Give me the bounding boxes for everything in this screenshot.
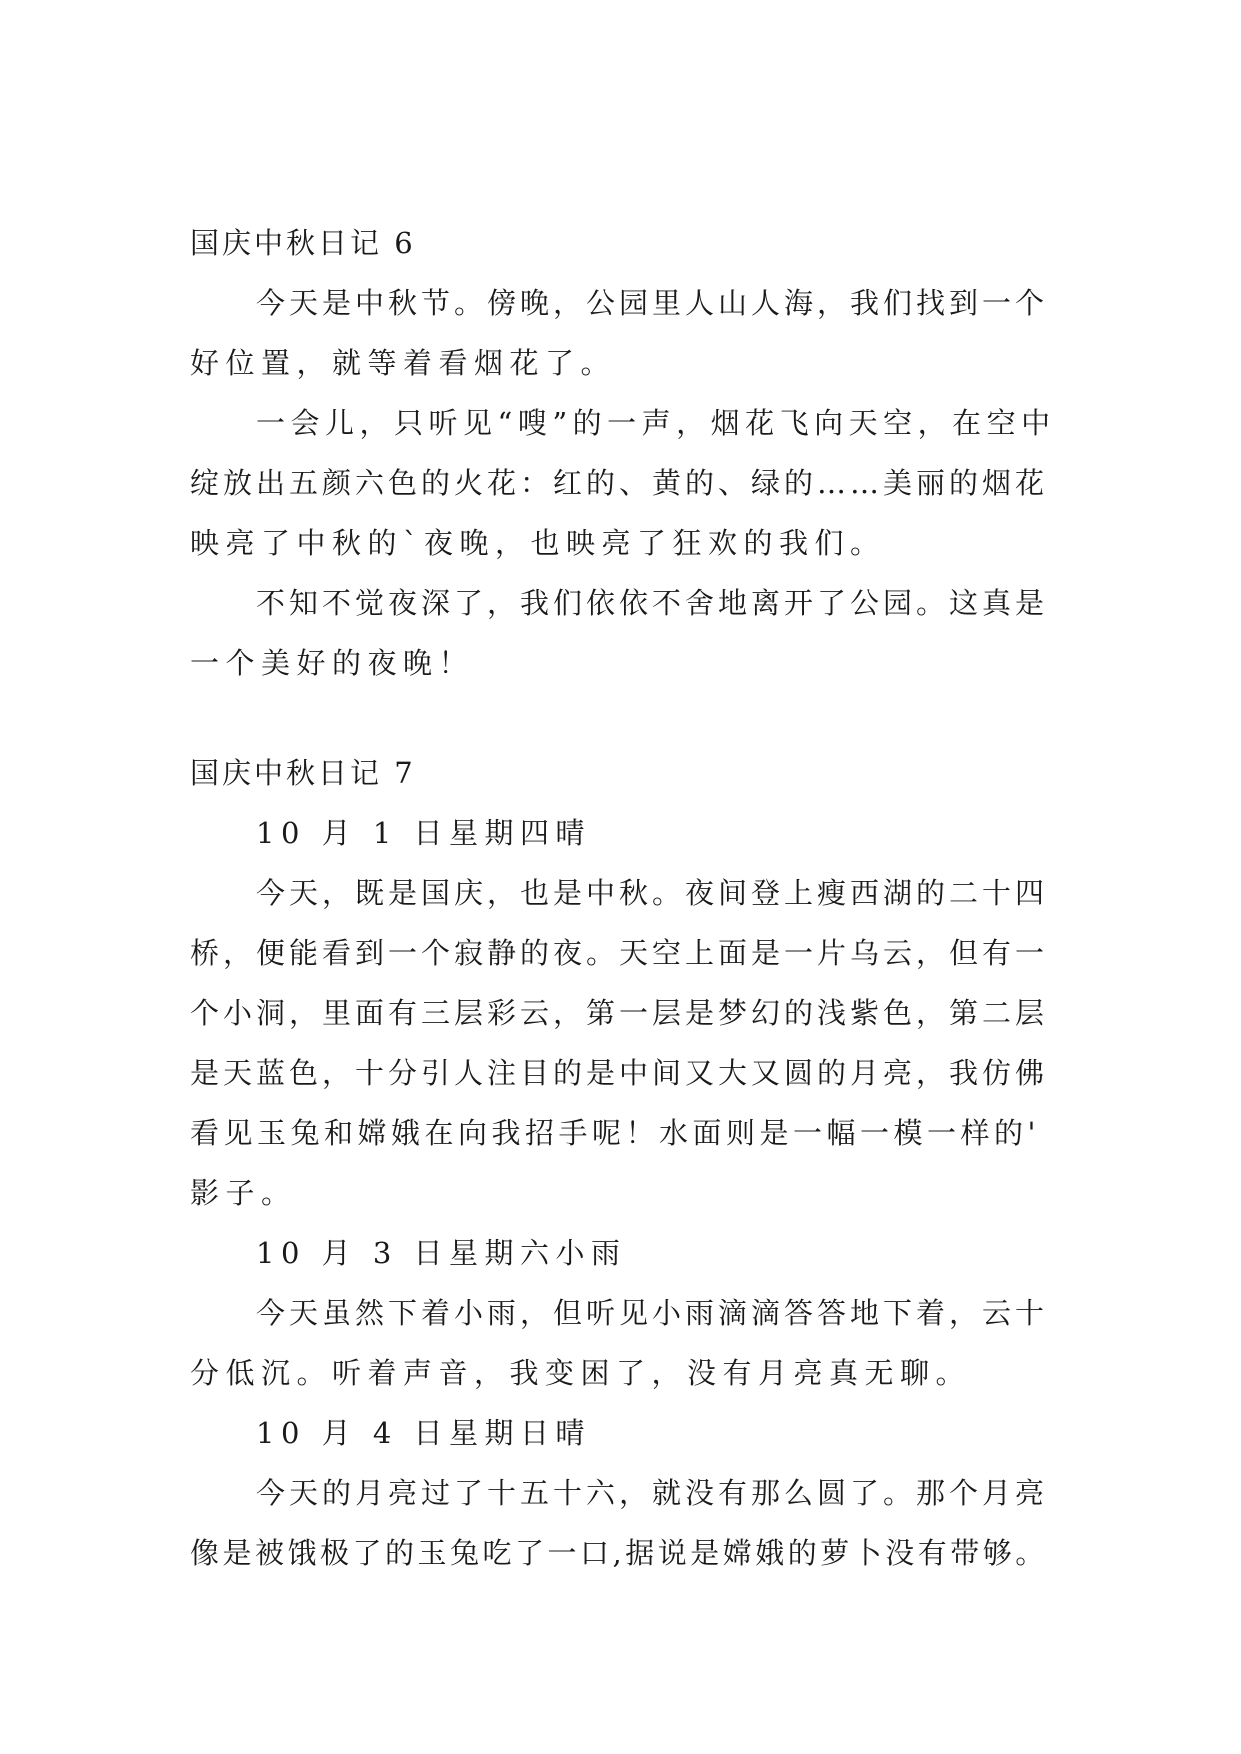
paragraph-line: 影子。: [190, 1176, 297, 1210]
paragraph-line: 桥，便能看到一个寂静的夜。天空上面是一片乌云，但有一: [190, 936, 1049, 970]
paragraph-line: 今天虽然下着小雨，但听见小雨滴滴答答地下着，云十: [256, 1296, 1049, 1330]
paragraph-line: 不知不觉夜深了，我们依依不舍地离开了公园。这真是: [256, 586, 1049, 620]
paragraph-line: 今天，既是国庆，也是中秋。夜间登上瘦西湖的二十四: [256, 876, 1049, 910]
paragraph-line: 映亮了中秋的`夜晚，也映亮了狂欢的我们。: [190, 526, 886, 560]
date-line: 10 月 3 日星期六小雨: [256, 1236, 627, 1270]
date-line: 10 月 1 日星期四晴: [256, 816, 592, 850]
paragraph-line: 分低沉。听着声音，我变困了，没有月亮真无聊。: [190, 1356, 972, 1390]
paragraph-line: 是天蓝色，十分引人注目的是中间又大又圆的月亮，我仿佛: [190, 1056, 1049, 1090]
section-title: 国庆中秋日记 6: [190, 226, 416, 260]
paragraph-line: 个小洞，里面有三层彩云，第一层是梦幻的浅紫色，第二层: [190, 996, 1049, 1030]
paragraph-line: 绽放出五颜六色的火花：红的、黄的、绿的……美丽的烟花: [190, 466, 1049, 500]
paragraph-line: 一会儿，只听见“嗖”的一声，烟花飞向天空，在空中: [256, 406, 1056, 440]
paragraph-line: 好位置，就等着看烟花了。: [190, 346, 617, 380]
paragraph-line: 今天的月亮过了十五十六，就没有那么圆了。那个月亮: [256, 1476, 1049, 1510]
section-title: 国庆中秋日记 7: [190, 756, 416, 790]
paragraph-line: 像是被饿极了的玉兔吃了一口,据说是嫦娥的萝卜没有带够。: [190, 1536, 1048, 1570]
paragraph-line: 一个美好的夜晚！: [190, 646, 475, 680]
date-line: 10 月 4 日星期日晴: [256, 1416, 592, 1450]
paragraph-line: 看见玉兔和嫦娥在向我招手呢！水面则是一幅一模一样的': [190, 1116, 1040, 1150]
paragraph-line: 今天是中秋节。傍晚，公园里人山人海，我们找到一个: [256, 286, 1049, 320]
